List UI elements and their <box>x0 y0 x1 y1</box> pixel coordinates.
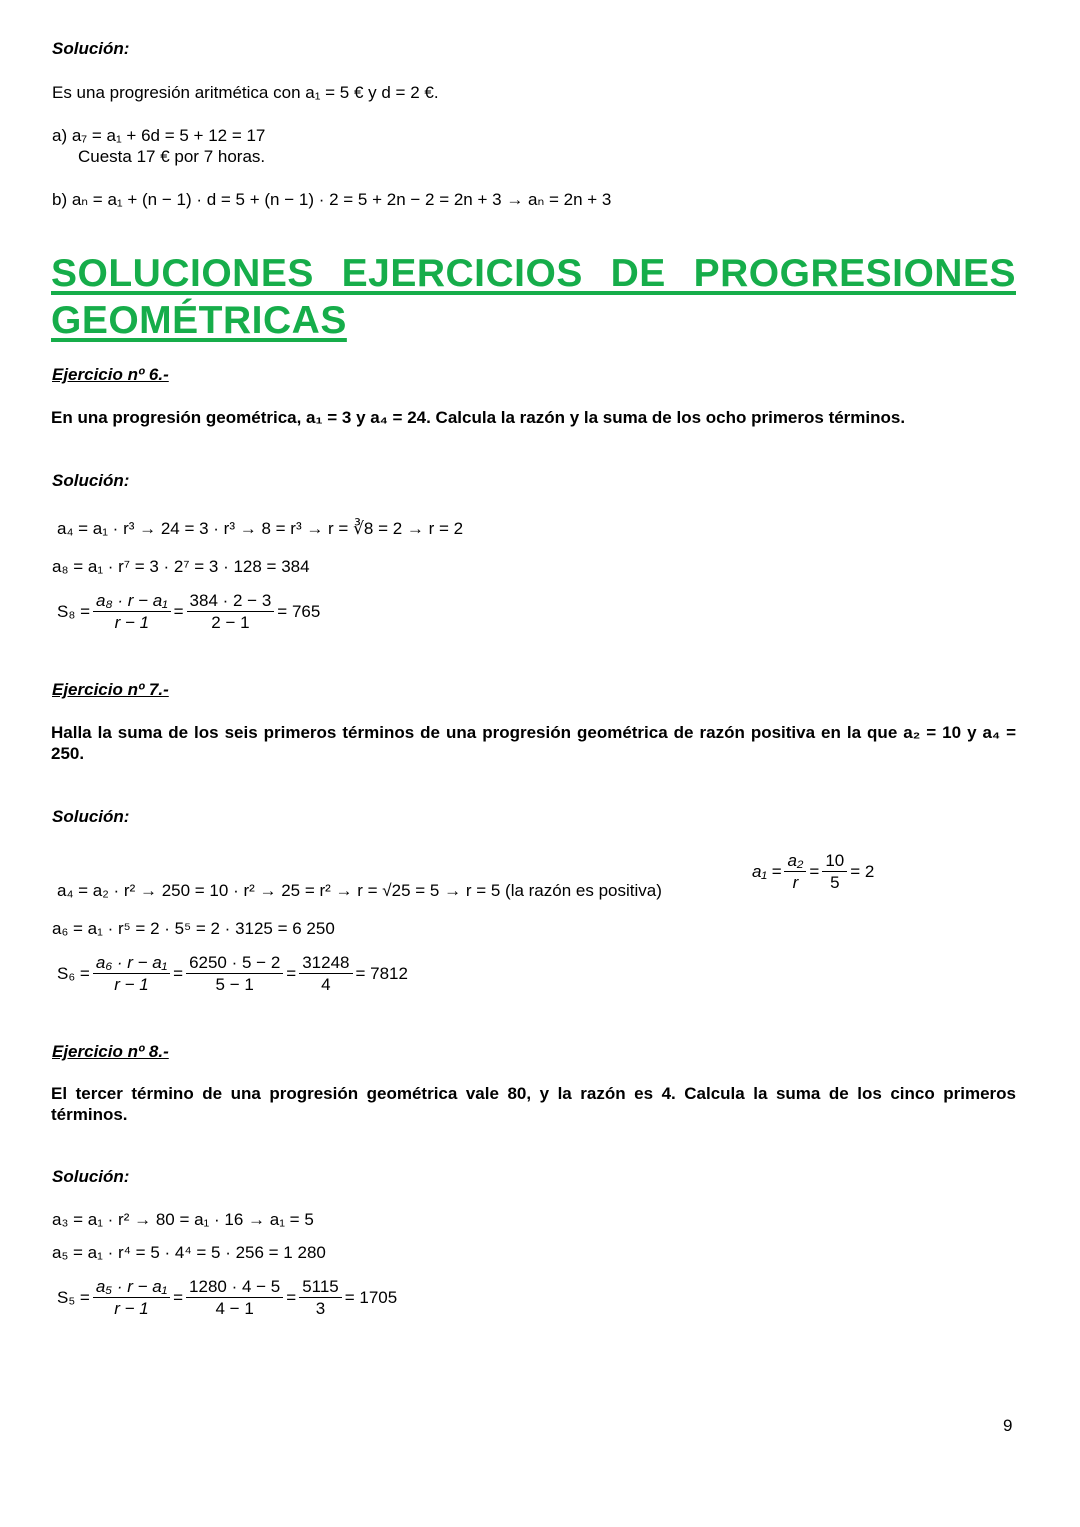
ex8-f3-denominator: 3 <box>315 1299 326 1318</box>
equals-sign: = <box>173 963 184 983</box>
ex7-sum-formula <box>57 952 408 995</box>
ex6-f1-denominator: r − 1 <box>114 613 150 632</box>
ex8-f3-numerator: 5115 <box>299 1276 342 1298</box>
ex6-sum-result: = 765 <box>277 601 321 621</box>
ex8-f2-denominator: 4 − 1 <box>215 1299 254 1318</box>
ex6-sum-formula <box>57 590 320 633</box>
ex7-f3-denominator: 4 <box>321 975 331 994</box>
ex8-f1-numerator: a₅ · r − a₁ <box>93 1276 170 1298</box>
ex8-f1-denominator: r − 1 <box>114 1299 149 1318</box>
ex8-fraction-general <box>93 1276 170 1319</box>
prev-part-a-line2: Cuesta 17 € por 7 horas. <box>78 147 266 166</box>
prev-part-b: b) aₙ = a₁ + (n − 1) · d = 5 + (n − 1) · 2 = 5 + 2n − 2 = 2n + 3 → aₙ = 2n + 3 <box>52 190 612 209</box>
ex7-fraction-simplified <box>299 952 352 995</box>
ex8-eq-line2: a₅ = a₁ · r⁴ = 5 · 4⁴ = 5 · 256 = 1 280 <box>52 1243 326 1262</box>
ex6-f2-numerator: 384 · 2 − 3 <box>187 590 275 612</box>
ex6-statement: En una progresión geométrica, a₁ = 3 y a₄ = 24. Calcula la razón y la suma de los ocho primeros términos. <box>51 408 906 427</box>
ex7-side-fraction-1 <box>784 850 806 893</box>
ex7-f3-numerator: 31248 <box>299 952 352 974</box>
ex7-f1-numerator: a₆ · r − a₁ <box>93 952 170 974</box>
ex7-f1-denominator: r − 1 <box>114 975 149 994</box>
ex7-eq-line1: a₄ = a₂ · r² → 250 = 10 · r² → 25 = r² → r = √25 = 5 → r = 5 (la razón es positiva) <box>57 881 662 900</box>
ex8-sum-formula <box>57 1276 397 1319</box>
ex6-fraction-general <box>93 590 171 633</box>
ex7-side-n2: 10 <box>822 850 847 872</box>
ex6-eq-line1: a₄ = a₁ · r³ → 24 = 3 · r³ → 8 = r³ → r = ∛8 = 2 → r = 2 <box>57 519 464 538</box>
ex8-statement: El tercer término de una progresión geométrica vale 80, y la razón es 4. Calcula la suma de los cinco primeros términos. <box>51 1084 1016 1124</box>
ex7-f2-denominator: 5 − 1 <box>215 975 254 994</box>
ex7-f2-numerator: 6250 · 5 − 2 <box>186 952 283 974</box>
ex7-side-d2: 5 <box>830 873 840 892</box>
ex7-eq-line2: a₆ = a₁ · r⁵ = 2 · 5⁵ = 2 · 3125 = 6 250 <box>52 919 335 938</box>
page-number: 9 <box>1003 1416 1013 1435</box>
ex8-fraction-simplified <box>299 1276 342 1319</box>
ex8-sum-lhs: S₅ = <box>57 1287 90 1307</box>
prev-solution-label: Solución: <box>52 39 130 58</box>
ex6-fraction-values <box>187 590 275 633</box>
ex8-eq-line1: a₃ = a₁ · r² → 80 = a₁ · 16 → a₁ = 5 <box>52 1210 314 1229</box>
ex7-side-fraction-2 <box>822 850 847 893</box>
ex6-f1-numerator: a₈ · r − a₁ <box>93 590 171 612</box>
ex7-side-formula <box>752 850 874 893</box>
ex7-sum-result: = 7812 <box>355 963 408 983</box>
ex8-solution-label: Solución: <box>52 1167 130 1186</box>
ex6-eq-line2: a₈ = a₁ · r⁷ = 3 · 2⁷ = 3 · 128 = 384 <box>52 557 310 576</box>
ex6-f2-denominator: 2 − 1 <box>211 613 250 632</box>
ex8-title: Ejercicio nº 8.- <box>52 1042 169 1061</box>
ex7-statement: Halla la suma de los seis primeros términos de una progresión geométrica de razón positiva en la que a₂ = 10 y a₄ = 250. <box>51 723 1016 763</box>
ex7-side-result: = 2 <box>850 861 875 881</box>
prev-part-a-line1: a) a₇ = a₁ + 6d = 5 + 12 = 17 <box>52 126 266 145</box>
ex8-sum-result: = 1705 <box>344 1287 398 1307</box>
equals-sign: = <box>809 861 820 881</box>
equals-sign: = <box>286 963 297 983</box>
equals-sign: = <box>173 1287 184 1307</box>
ex7-side-lhs: a₁ = <box>752 861 782 881</box>
ex7-fraction-general <box>93 952 170 995</box>
ex6-title: Ejercicio nº 6.- <box>52 365 169 384</box>
ex7-side-d1: r <box>792 873 799 892</box>
equals-sign: = <box>173 601 184 621</box>
ex8-f2-numerator: 1280 · 4 − 5 <box>186 1276 283 1298</box>
ex6-sum-lhs: S₈ = <box>57 601 91 621</box>
equals-sign: = <box>286 1287 297 1307</box>
ex7-fraction-values <box>186 952 283 995</box>
ex7-sum-lhs: S₆ = <box>57 963 90 983</box>
section-heading: SOLUCIONES EJERCICIOS DE PROGRESIONES GEOMÉTRICAS <box>51 252 1016 342</box>
ex7-title: Ejercicio nº 7.- <box>52 680 169 699</box>
prev-intro: Es una progresión aritmética con a₁ = 5 € y d = 2 €. <box>52 83 439 102</box>
ex7-side-n1: a₂ <box>784 850 806 872</box>
ex6-solution-label: Solución: <box>52 471 130 490</box>
ex7-solution-label: Solución: <box>52 807 130 826</box>
ex8-fraction-values <box>186 1276 283 1319</box>
